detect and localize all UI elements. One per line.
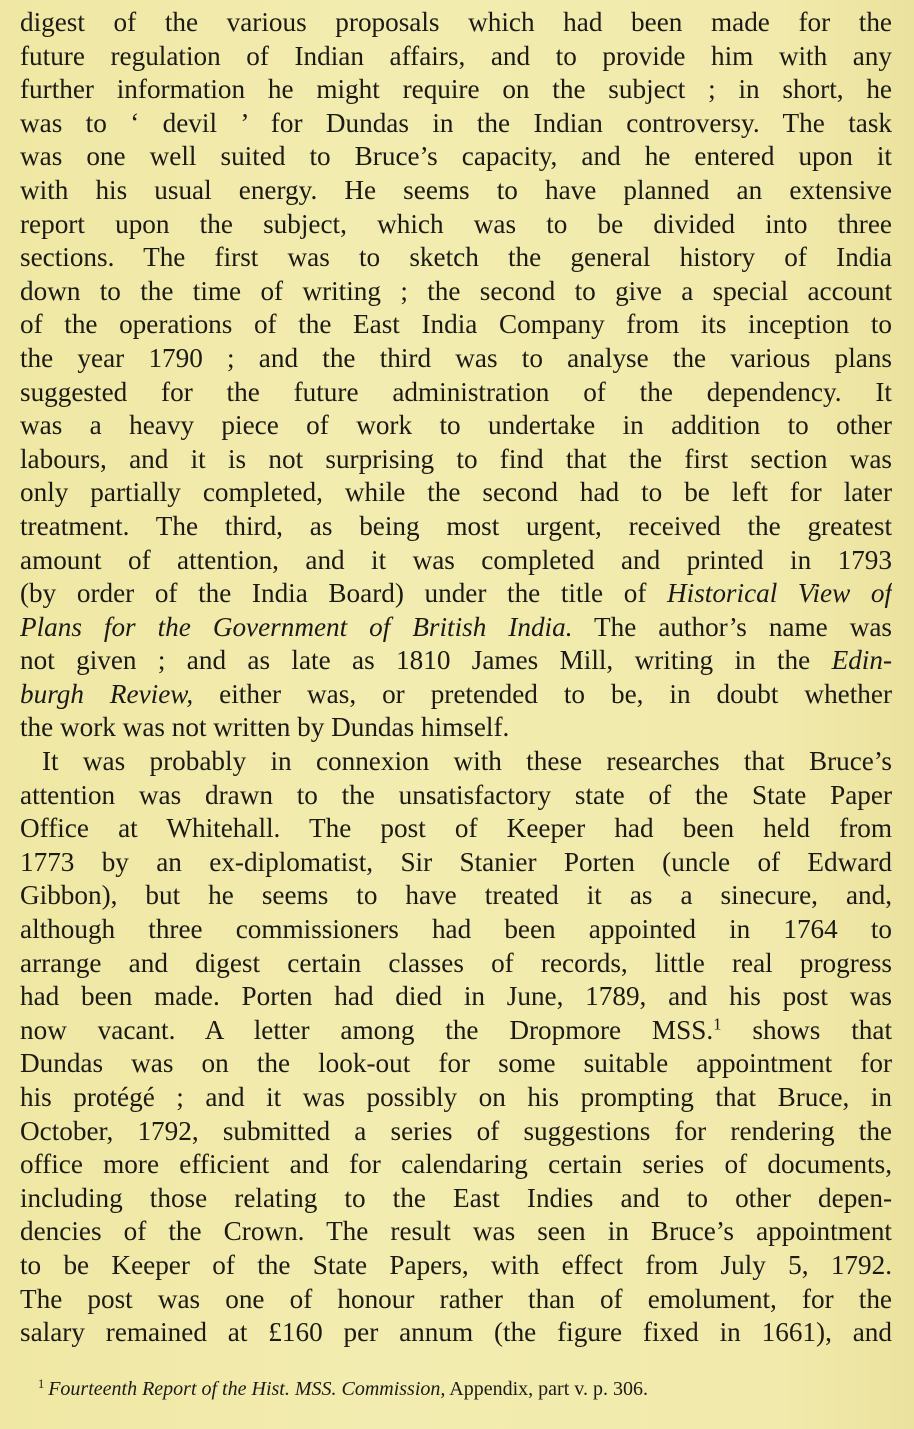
text-line: was a heavy piece of work to undertake in addition to other — [20, 410, 892, 441]
text-line: suggested for the future administration of the dependency. It — [20, 376, 892, 407]
text-line: further information he might require on the subject ; in short, he — [20, 74, 892, 105]
text-line: amount of attention, and it was completed and printed in 1793 — [20, 544, 892, 575]
italic-title: Historical View of — [667, 578, 892, 609]
text-line: including those relating to the East Indies and to other depen- — [20, 1182, 892, 1213]
text-segment: not given ; and as late as 1810 James Mill, writing in the — [20, 645, 832, 676]
text-line: salary remained at £160 per annum (the figure fixed in 1661), and — [20, 1317, 892, 1348]
text-line: labours, and it is not surprising to find that the first section was — [20, 443, 892, 474]
footnote-marker: 1 — [38, 1377, 45, 1392]
text-line — [20, 644, 892, 678]
text-segment: (by order of the India Board) under the title of — [20, 578, 668, 609]
text-line — [20, 678, 892, 712]
text-line: was to ‘ devil ’ for Dundas in the Indian controversy. The task — [20, 107, 892, 138]
text-line: future regulation of Indian affairs, and to provide him with any — [20, 40, 892, 71]
text-line: treatment. The third, as being most urgent, received the greatest — [20, 510, 892, 541]
text-line: The post was one of honour rather than of emolument, for the — [20, 1283, 892, 1314]
text-line — [20, 577, 892, 611]
italic-title: burgh Review, — [20, 678, 194, 709]
text-line: the work was not written by Dundas himself. — [20, 712, 510, 743]
text-line: 1773 by an ex-diplomatist, Sir Stanier Porten (uncle of Edward — [20, 846, 892, 877]
text-segment: now vacant. A letter among the Dropmore MSS. — [20, 1014, 714, 1045]
text-line: October, 1792, submitted a series of suggestions for rendering the — [20, 1115, 892, 1146]
text-line: office more efficient and for calendaring certain series of documents, — [20, 1149, 892, 1180]
text-line: sections. The first was to sketch the general history of India — [20, 242, 892, 273]
text-line — [20, 611, 892, 645]
text-line: had been made. Porten had died in June, 1789, and his post was — [20, 981, 892, 1012]
footnote-title: Fourteenth Report of the Hist. MSS. Commission, — [48, 1378, 446, 1400]
text-line: report upon the subject, which was to be divided into three — [20, 208, 892, 239]
text-line: the year 1790 ; and the third was to analyse the various plans — [20, 342, 892, 373]
text-line: digest of the various proposals which had been made for the — [20, 7, 892, 37]
text-line: with his usual energy. He seems to have planned an extensive — [20, 174, 892, 205]
text-line — [20, 1014, 892, 1048]
text-line: although three commissioners had been appointed in 1764 to — [20, 914, 892, 945]
text-line: to be Keeper of the State Papers, with effect from July 5, 1792. — [20, 1249, 892, 1280]
text-line: Office at Whitehall. The post of Keeper had been held from — [20, 813, 892, 844]
text-line: arrange and digest certain classes of records, little real progress — [20, 947, 892, 978]
text-line: dencies of the Crown. The result was seen in Bruce’s appointment — [20, 1216, 892, 1247]
footnote-ref: 1 — [713, 1014, 722, 1034]
body-text — [20, 6, 892, 1350]
text-line: only partially completed, while the second had to be left for later — [20, 477, 892, 508]
text-line: attention was drawn to the unsatisfactory state of the State Paper — [20, 779, 892, 810]
italic-title: Edin- — [831, 645, 892, 676]
italic-title: Plans for the Government of British India. — [20, 611, 573, 642]
text-line: of the operations of the East India Company from its inception to — [20, 309, 892, 340]
text-segment: either was, or pretended to be, in doubt whether — [193, 678, 892, 709]
text-segment: shows that — [721, 1014, 892, 1045]
footnote-text: Appendix, part v. p. 306. — [445, 1378, 648, 1400]
text-segment: The author’s name was — [572, 611, 892, 642]
text-line: It was probably in connexion with these researches that Bruce’s — [42, 746, 892, 777]
text-line: Gibbon), but he seems to have treated it as a sinecure, and, — [20, 880, 892, 911]
text-line: his protégé ; and it was possibly on his prompting that Bruce, in — [20, 1082, 892, 1112]
text-line: was one well suited to Bruce’s capacity, and he entered upon it — [20, 141, 892, 172]
footnote — [38, 1376, 838, 1402]
text-line: Dundas was on the look-out for some suitable appointment for — [20, 1048, 892, 1079]
text-line: down to the time of writing ; the second to give a special account — [20, 275, 892, 306]
